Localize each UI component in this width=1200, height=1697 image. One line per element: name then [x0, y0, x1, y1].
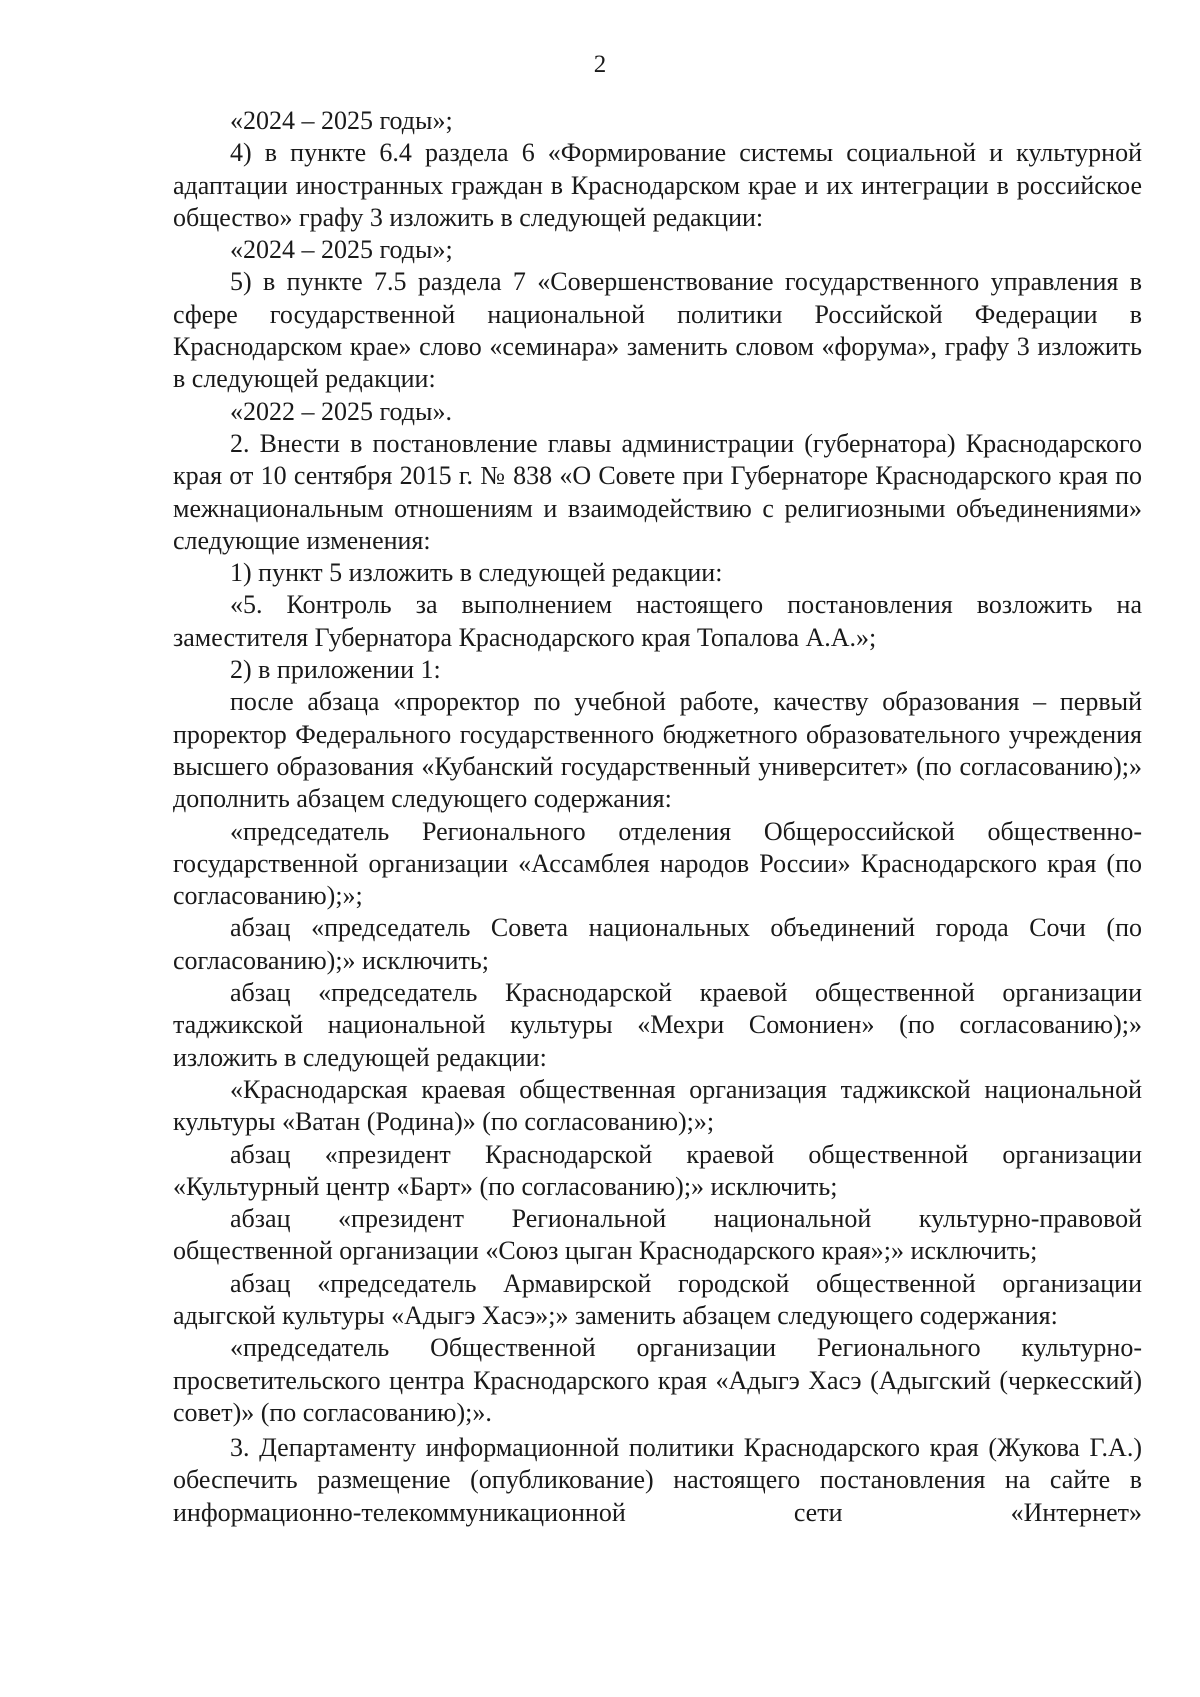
- paragraph: 3. Департаменту информационной политики Краснодарского края (Жукова Г.А.) обеспечить размещение (опубликование) настоящего постановления на сайте в информационно-телекоммуникационной сети «Интернет»: [173, 1433, 1142, 1527]
- paragraph: «5. Контроль за выполнением настоящего постановления возложить на заместителя Губернатора Краснодарского края Топалова А.А.»;: [173, 590, 1142, 652]
- paragraph: 2. Внести в постановление главы администрации (губернатора) Краснодарского края от 10 сентября 2015 г. № 838 «О Совете при Губернаторе Краснодарского края по межнациональным отношениям и взаимодействию с религиозными объединениями» следующие изменения:: [173, 428, 1142, 555]
- paragraph: 4) в пункте 6.4 раздела 6 «Формирование системы социальной и культурной адаптации иностранных граждан в Краснодарском крае и их интеграции в российское общество» графу 3 изложить в следующей редакции:: [173, 138, 1142, 232]
- paragraph: 5) в пункте 7.5 раздела 7 «Совершенствование государственного управления в сфере государственной национальной политики Российской Федерации в Краснодарском крае» слово «семинара» заменить словом «форума», графу 3 изложить в следующей редакции:: [173, 267, 1142, 394]
- paragraph: 2) в приложении 1:: [230, 655, 441, 685]
- paragraph: «председатель Общественной организации Регионального культурно-просветительского центра Краснодарского края «Адыгэ Хасэ (Адыгский (черкесский) совет)» (по согласованию);».: [173, 1333, 1142, 1427]
- paragraph: «председатель Регионального отделения Общероссийской общественно-государственной организации «Ассамблея народов России» Краснодарского края (по согласованию);»;: [173, 816, 1142, 911]
- paragraph: 1) пункт 5 изложить в следующей редакции:: [230, 558, 723, 588]
- paragraph: абзац «председатель Армавирской городской общественной организации адыгской культуры «Адыгэ Хасэ»;» заменить абзацем следующего содержания:: [173, 1268, 1142, 1330]
- paragraph: «Краснодарская краевая общественная организация таджикской национальной культуры «Ватан (Родина)» (по согласованию);»;: [173, 1074, 1142, 1137]
- paragraph: абзац «председатель Совета национальных объединений города Сочи (по согласованию);» исключить;: [173, 913, 1142, 975]
- paragraph: абзац «президент Краснодарской краевой общественной организации «Культурный центр «Барт» (по согласованию);» исключить;: [173, 1139, 1142, 1201]
- document-text: [173, 105, 1142, 1529]
- paragraph: «2022 – 2025 годы».: [230, 396, 452, 426]
- paragraph: после абзаца «проректор по учебной работе, качеству образования – первый проректор Федерального государственного бюджетного образовательного учреждения высшего образования «Кубанский государственный университет» (по согласованию);» дополнить абзацем следующего содержания:: [173, 687, 1142, 814]
- paragraph: «2024 – 2025 годы»;: [230, 235, 453, 265]
- paragraph: абзац «президент Региональной национальной культурно-правовой общественной организации «Союз цыган Краснодарского края»;» исключить;: [173, 1204, 1142, 1266]
- page-number: 2: [593, 51, 607, 78]
- paragraph: «2024 – 2025 годы»;: [230, 106, 453, 135]
- paragraph: абзац «председатель Краснодарской краевой общественной организации таджикской национальной культуры «Мехри Сомониен» (по согласованию);» изложить в следующей редакции:: [173, 978, 1142, 1072]
